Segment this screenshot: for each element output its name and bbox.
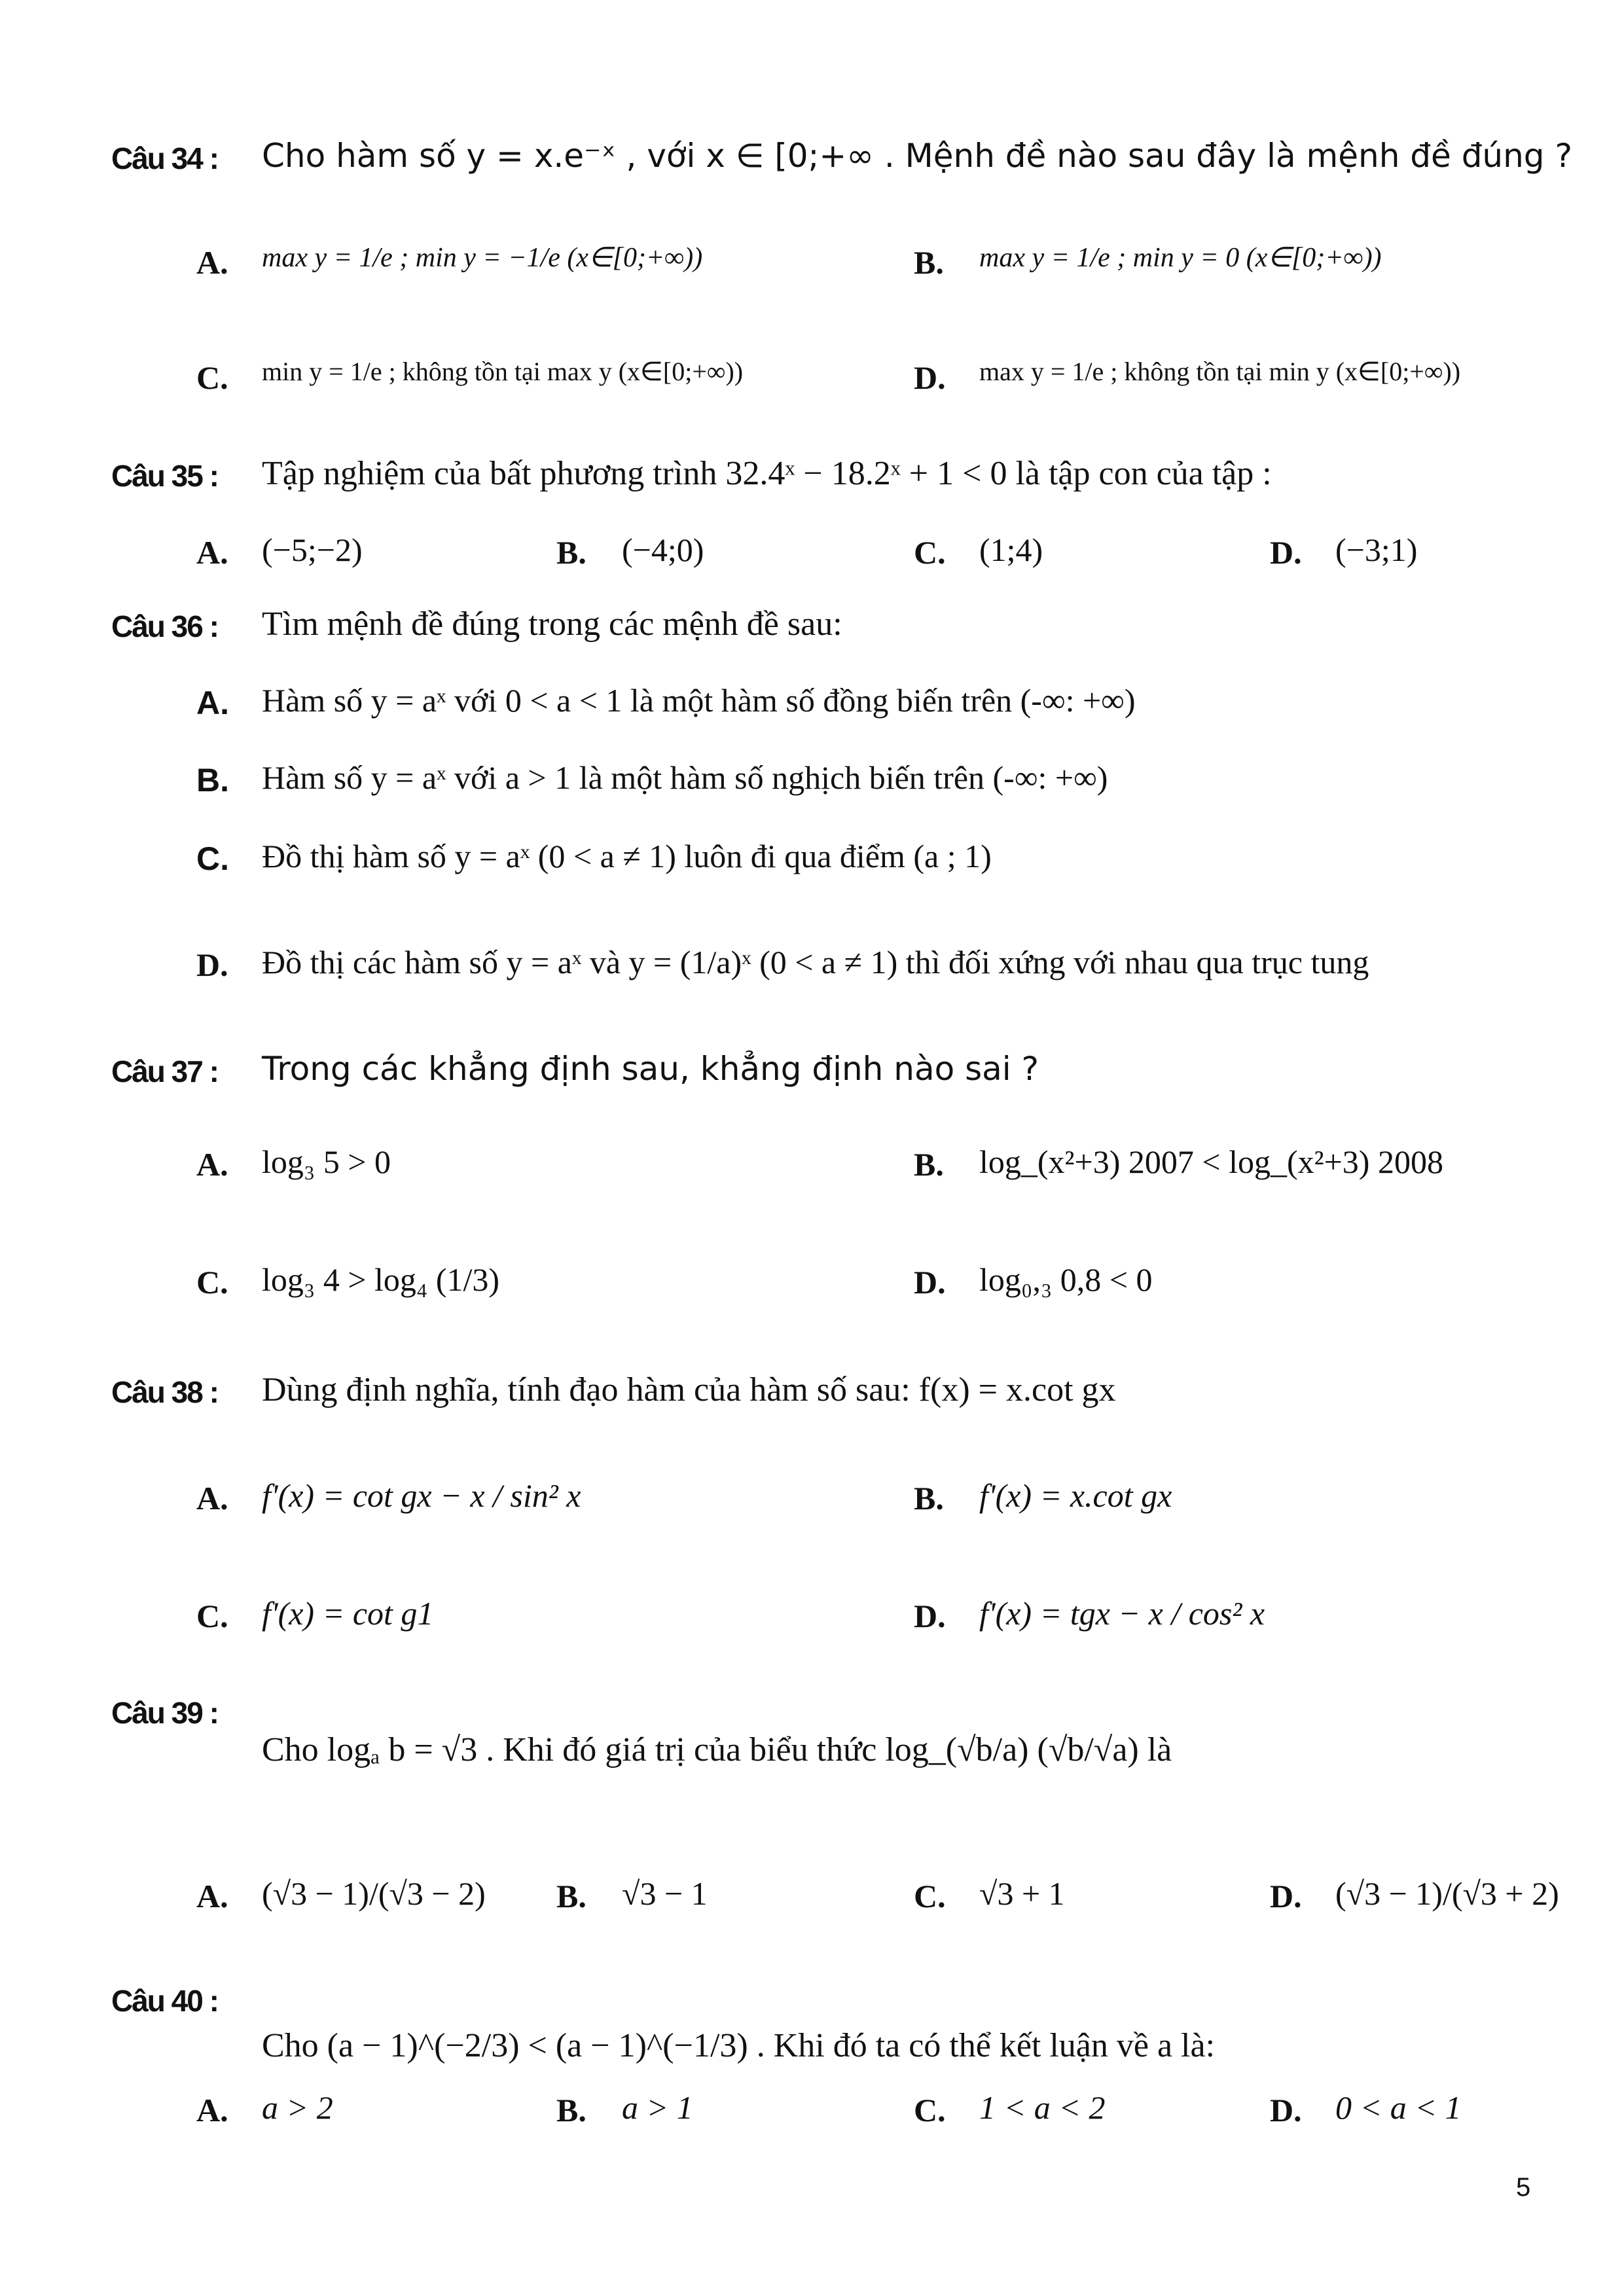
option-letter: C. <box>196 359 228 396</box>
option-text: Hàm số y = aˣ với a > 1 là một hàm số nghịch biến trên (-∞: +∞) <box>262 759 1108 796</box>
option-text: f'(x) = cot gx − x / sin² x <box>262 1477 581 1514</box>
option-text: log_(x²+3) 2007 < log_(x²+3) 2008 <box>979 1143 1443 1180</box>
option-letter: C. <box>196 1598 228 1634</box>
option-letter: C. <box>914 1878 946 1914</box>
option-letter: B. <box>196 762 229 798</box>
option-text: max y = 1/e ; min y = −1/e (x∈[0;+∞)) <box>262 243 703 273</box>
option-letter: B. <box>914 244 944 281</box>
question-text: Cho hàm số y = x.e⁻ˣ , với x ∈ [0;+∞ . Mệnh đề nào sau đây là mệnh đề đúng ? <box>262 137 1572 175</box>
option-text: (√3 − 1)/(√3 − 2) <box>262 1875 486 1912</box>
option-letter: D. <box>914 359 946 396</box>
question-label: Câu 37 : <box>111 1054 218 1088</box>
option-letter: A. <box>196 244 228 281</box>
page-number: 5 <box>1516 2173 1531 2202</box>
option-letter: D. <box>1270 1878 1302 1914</box>
option-text: a > 2 <box>262 2089 333 2126</box>
question-text: Cho (a − 1)^(−2/3) < (a − 1)^(−1/3) . Khi đó ta có thể kết luận về a là: <box>262 2027 1216 2064</box>
option-letter: B. <box>914 1146 944 1183</box>
question-label: Câu 40 : <box>111 1984 218 2018</box>
option-text: log₃ 5 > 0 <box>262 1143 391 1180</box>
option-text: log₃ 4 > log₄ (1/3) <box>262 1261 500 1298</box>
option-letter: D. <box>1270 2092 1302 2128</box>
option-text: max y = 1/e ; không tồn tại min y (x∈[0;+∞)) <box>979 357 1461 386</box>
option-letter: C. <box>914 534 946 571</box>
question-text: Tìm mệnh đề đúng trong các mệnh đề sau: <box>262 605 842 643</box>
option-text: √3 − 1 <box>622 1875 708 1912</box>
option-letter: A. <box>196 685 229 721</box>
option-text: (1;4) <box>979 531 1043 568</box>
option-letter: C. <box>914 2092 946 2128</box>
option-letter: D. <box>914 1598 946 1634</box>
option-text: (−5;−2) <box>262 531 363 568</box>
option-text: (−3;1) <box>1335 531 1418 568</box>
option-letter: C. <box>196 1264 228 1300</box>
option-letter: A. <box>196 2092 228 2128</box>
question-label: Câu 36 : <box>111 609 218 643</box>
option-text: min y = 1/e ; không tồn tại max y (x∈[0;+∞)) <box>262 357 744 386</box>
question-text: Cho logₐ b = √3 . Khi đó giá trị của biểu thức log_(√b/a) (√b/√a) là <box>262 1731 1172 1768</box>
question-label: Câu 38 : <box>111 1375 218 1409</box>
option-letter: B. <box>556 534 586 571</box>
question-text: Trong các khẳng định sau, khẳng định nào sai ? <box>262 1050 1039 1088</box>
option-text: f'(x) = cot g1 <box>262 1595 434 1632</box>
question-label: Câu 35 : <box>111 459 218 493</box>
option-text: a > 1 <box>622 2089 693 2126</box>
option-letter: A. <box>196 1878 228 1914</box>
option-letter: A. <box>196 1480 228 1516</box>
question-text: Dùng định nghĩa, tính đạo hàm của hàm số sau: f(x) = x.cot gx <box>262 1371 1116 1408</box>
option-text: (−4;0) <box>622 531 704 568</box>
option-letter: C. <box>196 840 229 877</box>
option-text: f'(x) = tgx − x / cos² x <box>979 1595 1265 1632</box>
option-letter: B. <box>556 1878 586 1914</box>
option-letter: D. <box>196 946 228 983</box>
option-letter: B. <box>914 1480 944 1516</box>
option-text: √3 + 1 <box>979 1875 1065 1912</box>
option-letter: B. <box>556 2092 586 2128</box>
option-text: 0 < a < 1 <box>1335 2089 1462 2126</box>
option-text: 1 < a < 2 <box>979 2089 1106 2126</box>
question-label: Câu 39 : <box>111 1696 218 1730</box>
option-letter: D. <box>914 1264 946 1300</box>
option-text: (√3 − 1)/(√3 + 2) <box>1335 1875 1559 1912</box>
option-text: max y = 1/e ; min y = 0 (x∈[0;+∞)) <box>979 243 1382 273</box>
option-letter: D. <box>1270 534 1302 571</box>
option-text: log₀,₃ 0,8 < 0 <box>979 1261 1153 1298</box>
question-label: Câu 34 : <box>111 141 218 175</box>
option-text: f'(x) = x.cot gx <box>979 1477 1172 1514</box>
option-text: Hàm số y = aˣ với 0 < a < 1 là một hàm số đồng biến trên (-∞: +∞) <box>262 682 1136 719</box>
question-text: Tập nghiệm của bất phương trình 32.4ˣ − 18.2ˣ + 1 < 0 là tập con của tập : <box>262 455 1272 492</box>
option-text: Đồ thị hàm số y = aˣ (0 < a ≠ 1) luôn đi qua điểm (a ; 1) <box>262 838 992 874</box>
option-letter: A. <box>196 1146 228 1183</box>
option-letter: A. <box>196 534 228 571</box>
option-text: Đồ thị các hàm số y = aˣ và y = (1/a)ˣ (0 < a ≠ 1) thì đối xứng với nhau qua trục tung <box>262 944 1369 980</box>
